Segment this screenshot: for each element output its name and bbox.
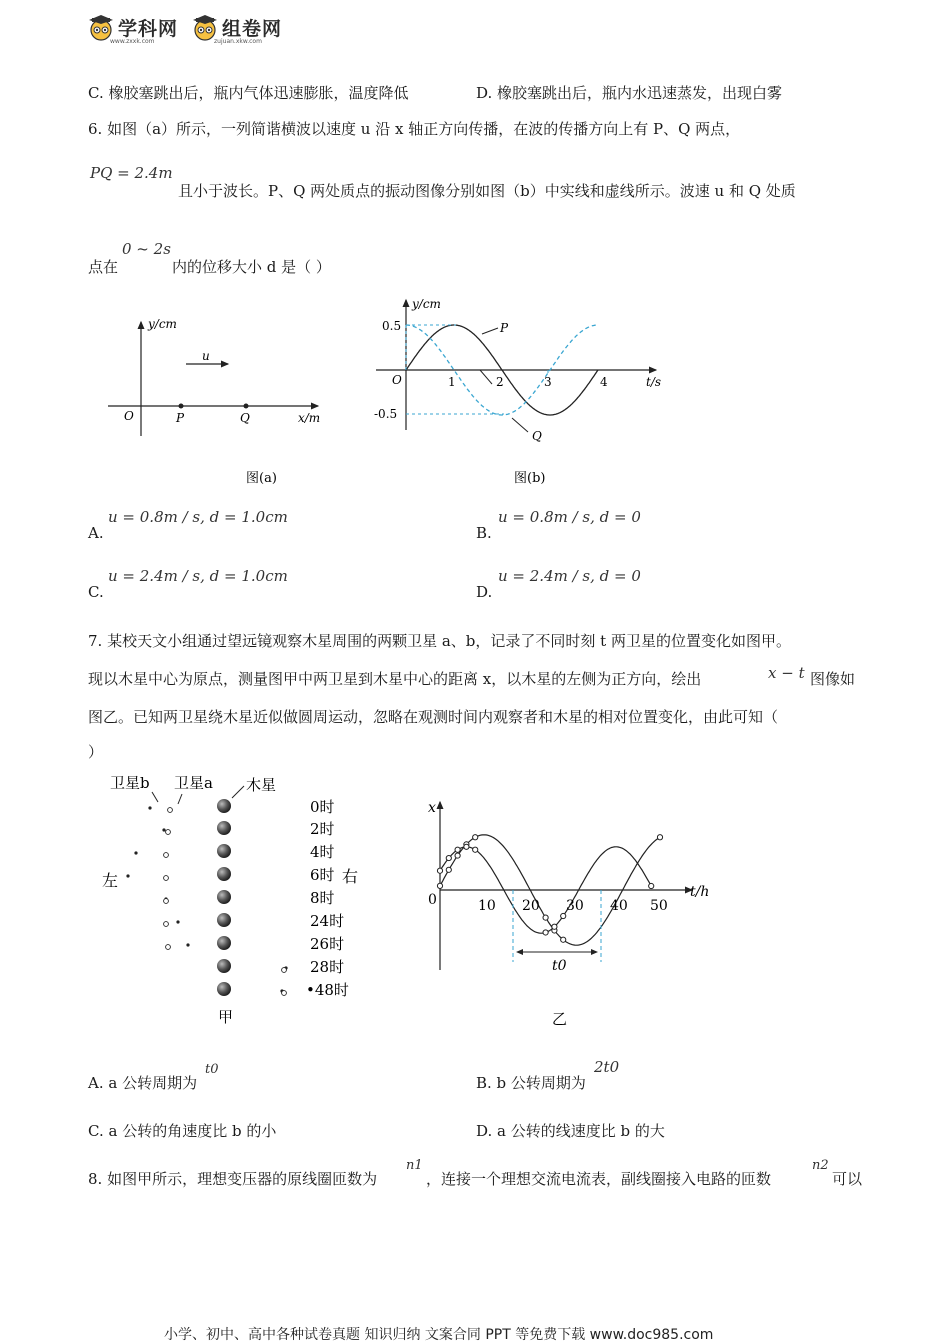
fig-b-xlabel: t/s <box>646 375 662 389</box>
satellite-a <box>164 853 169 858</box>
mascot-icon <box>192 15 218 41</box>
data-markers <box>437 835 662 943</box>
yi-tick-10: 10 <box>478 898 496 914</box>
label-right: 右 <box>342 867 359 886</box>
jupiter <box>217 867 231 881</box>
satellite-b <box>186 943 189 946</box>
fig-b-tick-2: 2 <box>496 375 504 389</box>
marker-b <box>437 868 442 873</box>
fig-b-p: P <box>500 321 509 335</box>
time-label: 24时 <box>310 912 345 930</box>
q6-option-a-formula: u = 0.8m / s, d = 1.0cm <box>108 508 288 526</box>
marker-b <box>649 883 654 888</box>
yi-tick-50: 50 <box>650 898 668 914</box>
jupiter <box>217 821 231 835</box>
q7-line3: 图乙。已知两卫星绕木星近似做圆周运动，忽略在观测时间内观察者和木星的相对位置变化，由此可知（ <box>88 708 779 726</box>
satellite-a <box>164 876 169 881</box>
logo2-sub: zujuan.xkw.com <box>214 38 262 45</box>
marker-b <box>473 847 478 852</box>
fig-a-q: Q <box>240 411 250 425</box>
q7-line4: ） <box>88 743 104 761</box>
time-label: 28时 <box>310 958 345 976</box>
q8-n2: n2 <box>812 1158 829 1173</box>
marker-b <box>446 855 451 860</box>
yi-tick-30: 30 <box>566 898 584 914</box>
yi-tick-20: 20 <box>522 898 540 914</box>
logo2-text: 组卷网 <box>222 18 283 40</box>
jupiter <box>217 913 231 927</box>
satellite-a <box>164 922 169 927</box>
fig-a-origin: O <box>124 409 134 423</box>
marker-a <box>657 835 662 840</box>
marker-a <box>455 853 460 858</box>
fig-a-p: P <box>176 411 185 425</box>
satellite-b <box>176 920 179 923</box>
q8-n1: n1 <box>406 1158 423 1173</box>
yi-t0: t0 <box>552 958 567 974</box>
satellite-b <box>134 851 137 854</box>
q6-option-b-formula: u = 0.8m / s, d = 0 <box>498 508 641 526</box>
time-label: •48时 <box>306 981 349 999</box>
mascot-icon <box>88 15 114 41</box>
figure-jia <box>96 768 376 1032</box>
time-label: 0时 <box>310 798 335 816</box>
marker-b <box>464 844 469 849</box>
fig-b-ytop: 0.5 <box>382 319 402 333</box>
figure-a <box>100 310 340 490</box>
jupiter <box>217 890 231 904</box>
q7-line2-pre: 现以木星中心为原点，测量图甲中两卫星到木星中心的距离 x，以木星的左侧为正方向，绘出 <box>88 670 702 688</box>
q7-option-c: C. a 公转的角速度比 b 的小 <box>88 1122 277 1140</box>
yi-xlabel: t/h <box>690 884 710 900</box>
q6-option-b-label: B. <box>476 524 492 542</box>
marker-a <box>543 915 548 920</box>
jupiter <box>217 844 231 858</box>
marker-a <box>473 835 478 840</box>
marker-a <box>561 937 566 942</box>
jupiter <box>217 936 231 950</box>
q8-line1-post: 可以 <box>832 1170 863 1188</box>
q7-option-d: D. a 公转的线速度比 b 的大 <box>476 1122 665 1140</box>
point-p <box>179 404 184 409</box>
q5-option-c: C. 橡胶塞跳出后，瓶内气体迅速膨胀，温度降低 <box>88 84 409 102</box>
marker-b <box>552 924 557 929</box>
label-sat-a: 卫星a <box>174 774 213 792</box>
satellite-b <box>148 806 151 809</box>
caption-yi: 乙 <box>552 1010 568 1028</box>
q6-option-c-label: C. <box>88 583 104 601</box>
time-label: 2时 <box>310 820 335 838</box>
leader-a <box>178 794 182 804</box>
q6-line3-post: 内的位移大小 d 是（ ） <box>172 258 331 276</box>
label-sat-b: 卫星b <box>110 774 150 792</box>
yi-origin: 0 <box>428 892 437 908</box>
point-q <box>244 404 249 409</box>
marker-b <box>543 930 548 935</box>
q6-option-d-formula: u = 2.4m / s, d = 0 <box>498 567 641 585</box>
q6-line2: 且小于波长。P、Q 两处质点的振动图像分别如图（b）中实线和虚线所示。波速 u 和 Q 处质 <box>178 182 796 200</box>
q8-line1-pre: 8. 如图甲所示，理想变压器的原线圈匝数为 <box>88 1170 378 1188</box>
q8-line1-mid: ，连接一个理想交流电流表，副线圈接入电路的匝数 <box>426 1170 772 1188</box>
marker-b <box>561 913 566 918</box>
leader-p2 <box>482 328 498 334</box>
yi-ylabel: x <box>428 800 436 816</box>
q7-line2-post: 图像如 <box>810 670 856 688</box>
time-label: 8时 <box>310 889 335 907</box>
fig-a-ylabel: y/cm <box>148 317 177 331</box>
header-logos <box>88 14 283 45</box>
satellite-a <box>164 899 169 904</box>
jupiter <box>217 799 231 813</box>
q7-line1: 7. 某校天文小组通过望远镜观察木星周围的两颗卫星 a、b，记录了不同时刻 t 两卫星的位置变化如图甲。 <box>88 632 791 650</box>
jupiter <box>217 959 231 973</box>
marker-a <box>446 867 451 872</box>
q6-option-c-formula: u = 2.4m / s, d = 1.0cm <box>108 567 288 585</box>
jupiter <box>217 982 231 996</box>
caption-jia: 甲 <box>218 1008 234 1026</box>
satellite-a <box>282 968 287 973</box>
fig-b-ybot: -0.5 <box>374 407 398 421</box>
leader-jupiter <box>232 786 244 798</box>
satellite-b <box>162 828 165 831</box>
q7-option-b-formula: 2t0 <box>594 1058 620 1076</box>
fig-a-caption: 图(a) <box>246 471 277 486</box>
q5-option-d: D. 橡胶塞跳出后，瓶内水迅速蒸发，出现白雾 <box>476 84 783 102</box>
leader-q <box>512 418 528 432</box>
logo1-text: 学科网 <box>118 18 179 40</box>
q6-option-d-label: D. <box>476 583 493 601</box>
fig-b-tick-3: 3 <box>544 375 552 389</box>
fig-b-tick-4: 4 <box>600 375 608 389</box>
fig-b-ylabel: y/cm <box>412 297 441 311</box>
satellite-a <box>168 808 173 813</box>
q6-line3-pre: 点在 <box>88 258 119 276</box>
q7-option-a-text: A. a 公转周期为 <box>88 1074 198 1092</box>
fig-b-caption: 图(b) <box>514 471 546 486</box>
fig-b-tick-1: 1 <box>448 375 456 389</box>
logo-zujuanwang <box>192 14 283 45</box>
q7-option-b-text: B. b 公转周期为 <box>476 1074 586 1092</box>
figure-yi <box>420 792 720 1032</box>
label-jupiter: 木星 <box>246 776 277 794</box>
fig-a-xlabel: x/m <box>298 411 321 425</box>
q6-range-formula: 0 ~ 2s <box>122 240 171 258</box>
fig-b-q: Q <box>532 429 542 443</box>
q7-xt: x − t <box>768 664 805 682</box>
q7-option-a-formula: t0 <box>205 1062 219 1077</box>
satellite-observations <box>126 799 287 996</box>
logo1-sub: www.zxxk.com <box>110 38 155 45</box>
fig-b-origin: O <box>392 373 402 387</box>
satellite-a <box>166 830 171 835</box>
satellite-b <box>126 874 129 877</box>
footer-text: 小学、初中、高中各种试卷真题 知识归纳 文案合同 PPT 等免费下载 www.doc985.com <box>164 1327 714 1343</box>
marker-a <box>437 883 442 888</box>
logo-xuekewang <box>88 14 179 45</box>
observation-times <box>306 798 349 999</box>
q6-pq-formula: PQ = 2.4m <box>90 164 173 182</box>
q6-line1: 6. 如图（a）所示，一列简谐横波以速度 u 沿 x 轴正方向传播，在波的传播方向上有 P、Q 两点， <box>88 120 741 138</box>
q6-option-a-label: A. <box>88 524 104 542</box>
fig-a-u: u <box>202 349 210 363</box>
leader-p <box>480 370 492 384</box>
time-label: 6时 <box>310 866 335 884</box>
satellite-a <box>166 945 171 950</box>
time-label: 4时 <box>310 843 335 861</box>
yi-tick-40: 40 <box>610 898 628 914</box>
figure-b <box>370 294 670 490</box>
marker-b <box>455 847 460 852</box>
label-left: 左 <box>102 871 119 890</box>
satellite-a <box>282 991 287 996</box>
leader-b <box>152 792 158 802</box>
time-label: 26时 <box>310 935 345 953</box>
